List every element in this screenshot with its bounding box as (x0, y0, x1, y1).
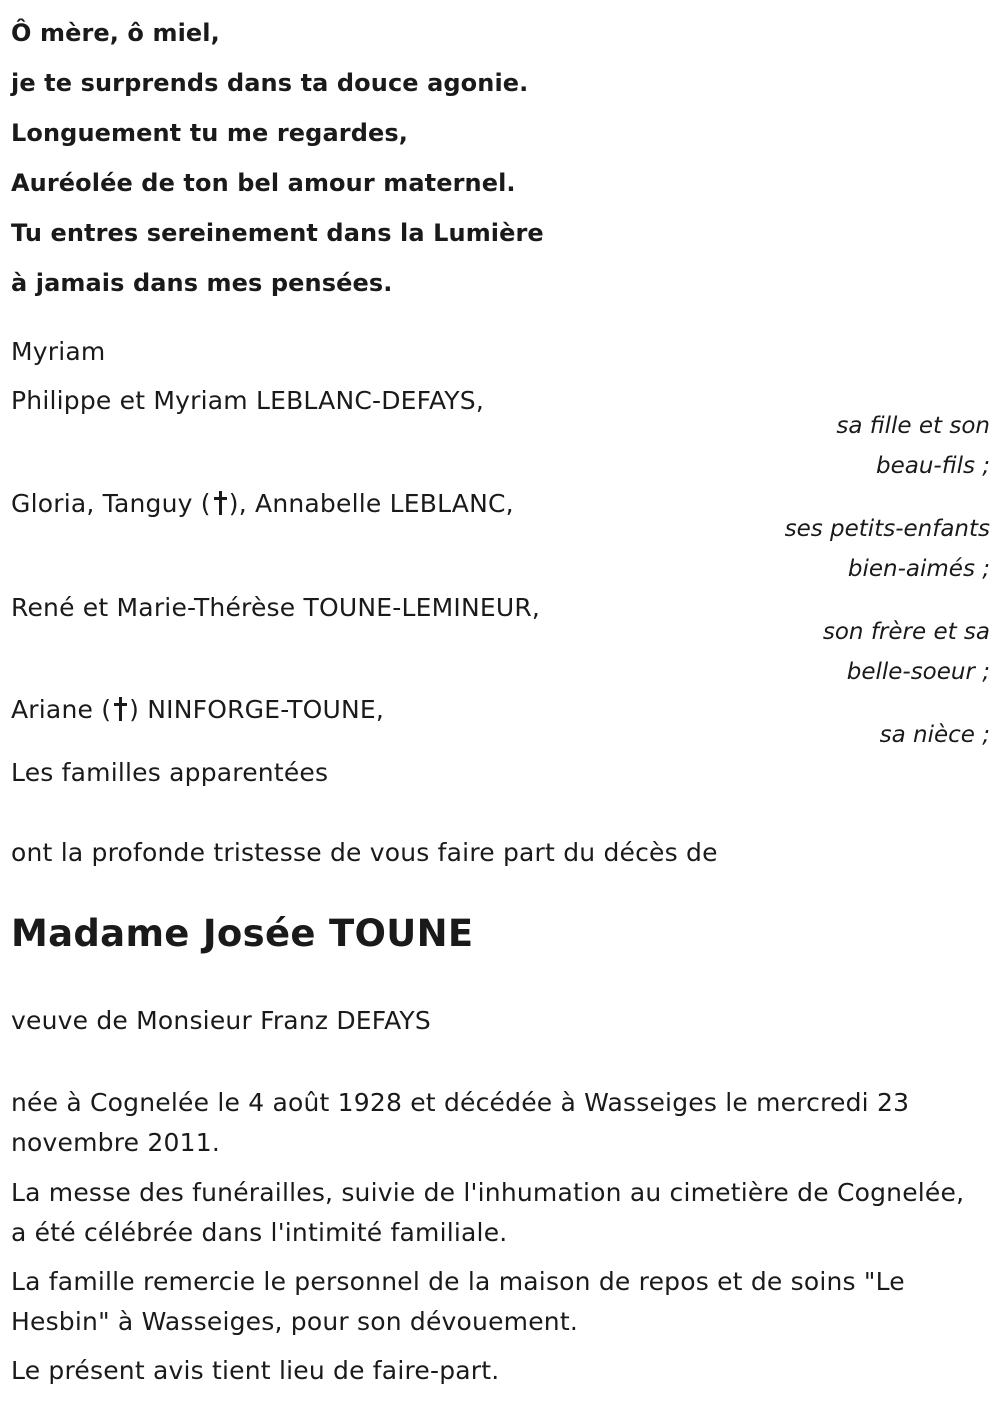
paragraph-born: née à Cognelée le 4 août 1928 et décédée à Wasseiges le mercredi 23 novembre 2011. (11, 1088, 910, 1157)
relation-text: ses petits-enfants (784, 516, 990, 542)
poem-line: Tu entres sereinement dans la Lumière (11, 219, 544, 247)
relation-philippe (836, 406, 990, 486)
relation-text: sa fille et son (836, 413, 990, 439)
relation-text: bien-aimés ; (847, 556, 990, 582)
poem-line: Ô mère, ô miel, (11, 19, 220, 47)
poem-line: à jamais dans mes pensées. (11, 269, 393, 297)
relation-rene (823, 612, 990, 692)
family-gloria-pre: Gloria, Tanguy ( (11, 489, 211, 518)
widow-of: veuve de Monsieur Franz DEFAYS (11, 1006, 431, 1035)
paragraph-notice: Le présent avis tient lieu de faire-part. (11, 1356, 500, 1385)
family-gloria-post: ), Annabelle LEBLANC, (228, 489, 514, 518)
family-gloria (11, 489, 514, 518)
relation-text: beau-fils ; (875, 453, 990, 479)
relation-text: sa nièce ; (879, 722, 990, 748)
family-rene: René et Marie-Thérèse TOUNE-LEMINEUR, (11, 593, 541, 622)
poem (11, 8, 544, 308)
family-apparentees: Les familles apparentées (11, 758, 329, 787)
announcement: ont la profonde tristesse de vous faire part du décès de (11, 838, 718, 867)
paragraph-mass: La messe des funérailles, suivie de l'inhumation au cimetière de Cognelée, a été célébrée dans l'intimité familiale. (11, 1178, 965, 1247)
family-ariane (11, 695, 384, 724)
relation-ariane (880, 715, 990, 755)
family-ariane-post: ) NINFORGE-TOUNE, (129, 695, 385, 724)
relation-text: son frère et sa (822, 619, 990, 645)
family-ariane-pre: Ariane ( (11, 695, 112, 724)
relation-text: belle-soeur ; (846, 659, 990, 685)
cross-icon (213, 491, 227, 515)
poem-line: Auréolée de ton bel amour maternel. (11, 169, 516, 197)
poem-line: je te surprends dans ta douce agonie. (11, 69, 529, 97)
family-myriam: Myriam (11, 337, 106, 366)
poem-line: Longuement tu me regardes, (11, 119, 408, 147)
family-philippe: Philippe et Myriam LEBLANC-DEFAYS, (11, 386, 484, 415)
relation-gloria (785, 509, 990, 589)
deceased-name: Madame Josée TOUNE (11, 912, 474, 955)
cross-icon (113, 697, 127, 721)
paragraph-thanks: La famille remercie le personnel de la maison de repos et de soins "Le Hesbin" à Wasseiges, pour son dévouement. (11, 1267, 905, 1336)
